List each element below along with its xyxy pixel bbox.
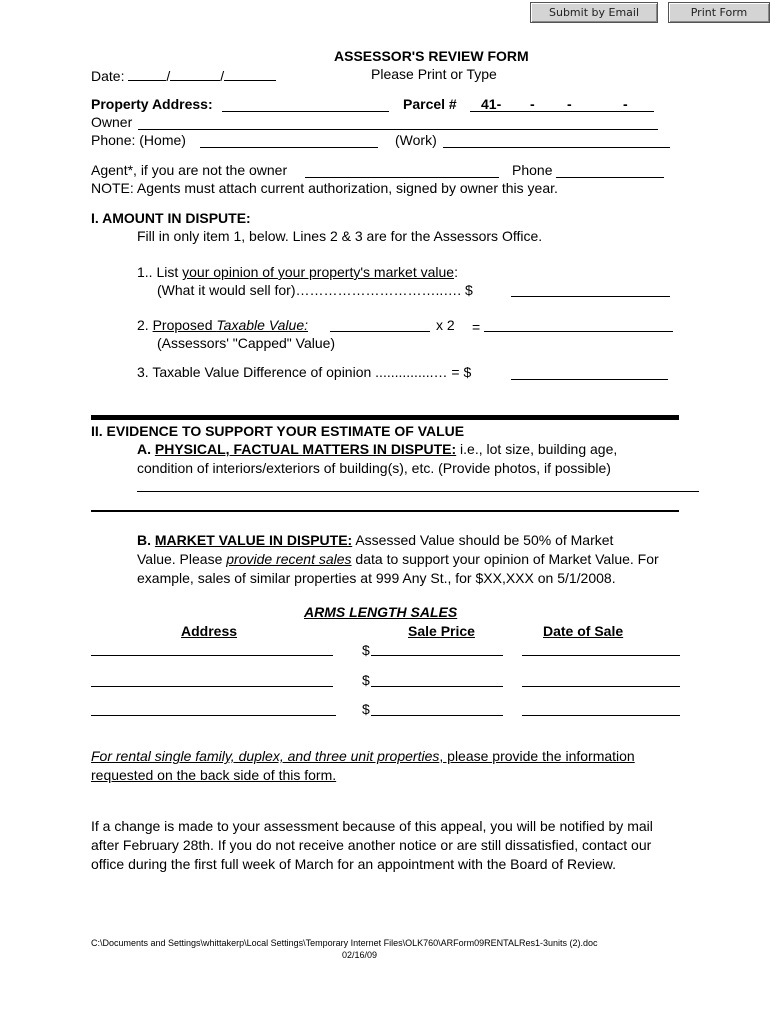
section1-heading: I. AMOUNT IN DISPUTE:: [91, 210, 251, 226]
property-address-label: Property Address:: [91, 96, 213, 112]
agent-phone-label: Phone: [512, 162, 553, 178]
form-title: ASSESSOR'S REVIEW FORM: [334, 48, 529, 64]
agent-phone-field[interactable]: [556, 177, 664, 178]
section2b-line1: [137, 532, 613, 548]
sales-heading: ARMS LENGTH SALES: [304, 604, 458, 620]
section2b-label: B.: [137, 532, 151, 548]
rental-note-italic: For rental single family, duplex, and three unit properties: [91, 748, 440, 764]
sale-price-field[interactable]: [371, 686, 503, 687]
sale-address-field[interactable]: [91, 655, 333, 656]
form-subtitle: Please Print or Type: [371, 66, 497, 82]
item2-prefix: 2.: [137, 317, 153, 333]
col-address-header: Address: [181, 623, 238, 639]
agent-label: Agent*, if you are not the owner: [91, 162, 288, 178]
section2a-line1: [137, 441, 617, 457]
phone-work-field[interactable]: [443, 147, 670, 148]
section2b-line2: [137, 551, 659, 567]
date-separator: /: [166, 68, 171, 84]
parcel-number-field[interactable]: [470, 111, 654, 112]
appeal-notice-line1: If a change is made to your assessment because of this appeal, you will be notified by mail: [91, 818, 653, 834]
property-address-field[interactable]: [222, 111, 389, 112]
date-row: [91, 66, 276, 84]
parcel-dash: -: [567, 96, 572, 112]
agent-note: NOTE: Agents must attach current authorization, signed by owner this year.: [91, 180, 558, 196]
sale-price-field[interactable]: [371, 715, 503, 716]
date-day-field[interactable]: [170, 66, 220, 81]
rental-note-rest: , please provide the information: [439, 748, 635, 764]
appeal-notice-line2: after February 28th. If you do not receive another notice or are still dissatisfied, contact our: [91, 837, 652, 853]
provide-recent-sales-text: provide recent sales: [226, 551, 352, 567]
difference-field[interactable]: [511, 379, 668, 380]
date-separator: /: [220, 68, 225, 84]
sale-dollar-sign: $: [362, 672, 370, 688]
parcel-dash: -: [623, 96, 628, 112]
section2a-label: A.: [137, 441, 151, 457]
taxable-value-field[interactable]: [330, 331, 430, 332]
submit-by-email-button[interactable]: Submit by Email: [530, 2, 658, 23]
parcel-dash: -: [530, 96, 535, 112]
sale-dollar-sign: $: [362, 642, 370, 658]
phone-home-field[interactable]: [200, 147, 378, 148]
section2b-text: Value. Please: [137, 551, 227, 567]
section2b-text: Assessed Value should be 50% of Market: [352, 532, 614, 548]
col-date-header: Date of Sale: [543, 623, 624, 639]
section2b-text: data to support your opinion of Market Value. For: [351, 551, 659, 567]
item3-text: 3. Taxable Value Difference of opinion ...............… = $: [137, 364, 472, 380]
phone-work-label: (Work): [395, 132, 437, 148]
section2a-text: i.e., lot size, building age,: [456, 441, 618, 457]
agent-field[interactable]: [305, 177, 499, 178]
sale-address-field[interactable]: [91, 715, 336, 716]
section-divider: [91, 415, 679, 420]
rental-note-line1: [91, 748, 635, 764]
date-label: Date:: [91, 68, 125, 84]
item1-prefix: 1.. List: [137, 264, 183, 280]
item1-text: [137, 264, 458, 280]
section1-instruction: Fill in only item 1, below. Lines 2 & 3 are for the Assessors Office.: [137, 228, 543, 244]
col-price-header: Sale Price: [408, 623, 475, 639]
item2-text: [137, 317, 308, 333]
print-form-button[interactable]: Print Form: [668, 2, 770, 23]
footer-file-path: C:\Documents and Settings\whittakerp\Local Settings\Temporary Internet Files\OLK760\ARForm09RENTALRes1-3units (2).doc: [91, 938, 598, 948]
date-year-field[interactable]: [224, 66, 276, 81]
date-month-field[interactable]: [128, 66, 166, 81]
physical-dispute-field-2[interactable]: [91, 510, 679, 512]
item2-italic: Taxable Value:: [216, 317, 308, 333]
item1-suffix: :: [454, 264, 458, 280]
sale-price-field[interactable]: [371, 655, 503, 656]
physical-dispute-field-1[interactable]: [137, 491, 699, 492]
sale-address-field[interactable]: [91, 686, 333, 687]
owner-field[interactable]: [138, 129, 658, 130]
sale-date-field[interactable]: [522, 686, 680, 687]
capped-value-result-field[interactable]: [484, 331, 673, 332]
appeal-notice-line3: office during the first full week of March for an appointment with the Board of Review.: [91, 856, 617, 872]
parcel-label: Parcel #: [403, 96, 457, 112]
item2-equals: =: [472, 319, 481, 335]
item2-line2: (Assessors' "Capped" Value): [157, 335, 336, 351]
parcel-prefix: 41-: [481, 96, 502, 112]
sale-date-field[interactable]: [522, 715, 680, 716]
market-value-field[interactable]: [511, 296, 670, 297]
sale-dollar-sign: $: [362, 701, 370, 717]
section2-heading: II. EVIDENCE TO SUPPORT YOUR ESTIMATE OF VALUE: [91, 423, 465, 439]
rental-note-line2: requested on the back side of this form.: [91, 767, 337, 783]
item1-line2: (What it would sell for)…………………………..…. $: [157, 282, 473, 298]
footer-date: 02/16/09: [342, 950, 378, 960]
item1-underlined: your opinion of your property's market value: [182, 264, 455, 280]
section2a-heading: PHYSICAL, FACTUAL MATTERS IN DISPUTE:: [154, 441, 457, 457]
item2-underlined: Proposed: [152, 317, 217, 333]
section2a-line2: condition of interiors/exteriors of building(s), etc. (Provide photos, if possible): [137, 460, 611, 476]
phone-home-label: Phone: (Home): [91, 132, 186, 148]
sale-date-field[interactable]: [522, 655, 680, 656]
section2b-heading: MARKET VALUE IN DISPUTE:: [154, 532, 353, 548]
section2b-line3: example, sales of similar properties at 999 Any St., for $XX,XXX on 5/1/2008.: [137, 570, 616, 586]
item2-x2: x 2: [436, 317, 455, 333]
owner-label: Owner: [91, 114, 133, 130]
